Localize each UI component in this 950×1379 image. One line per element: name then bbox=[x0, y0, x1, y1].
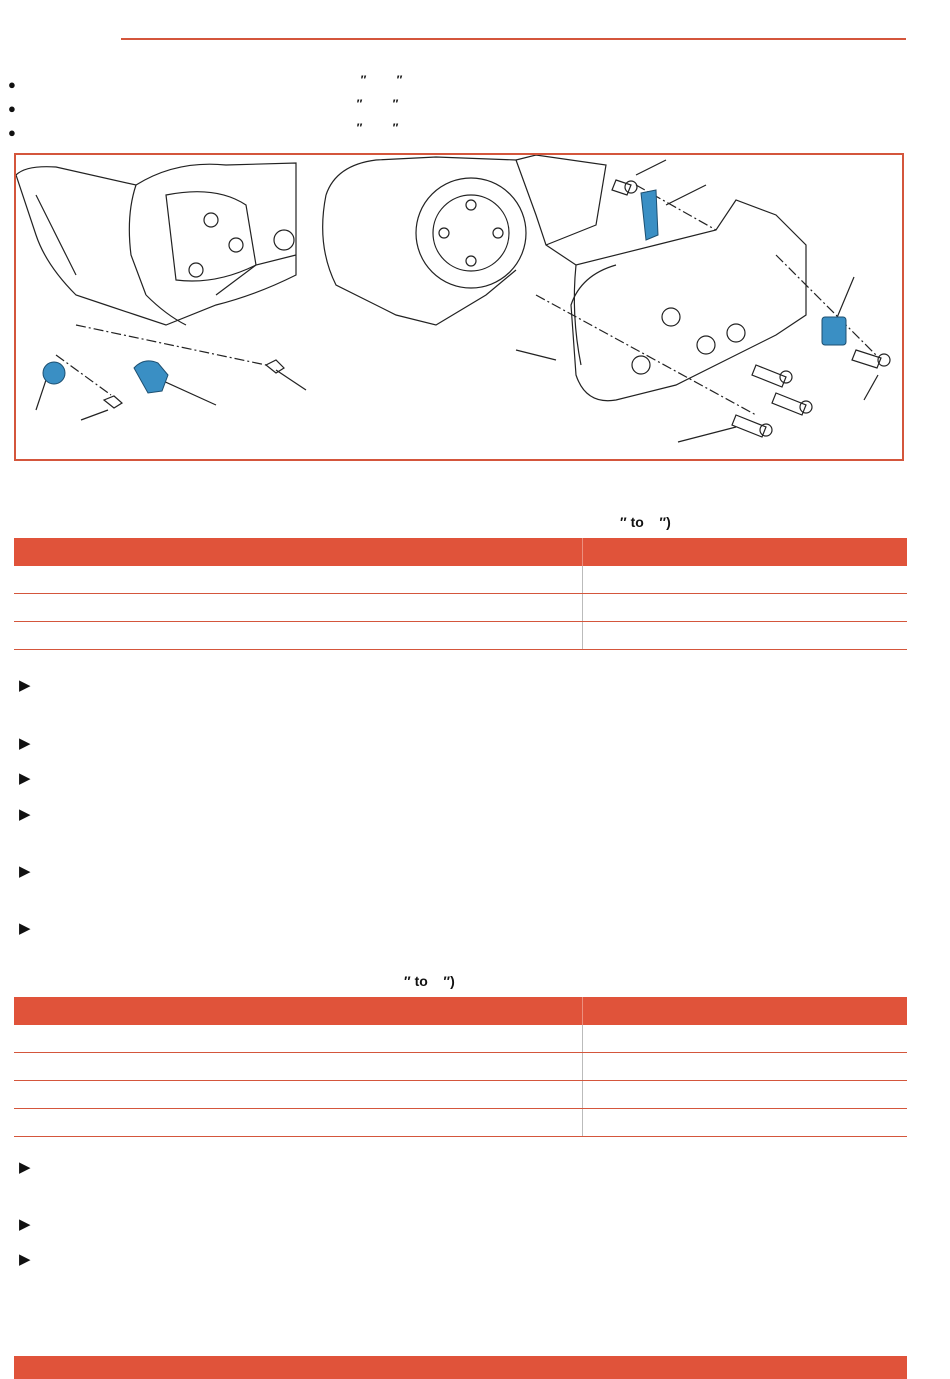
bullet-dot-icon: ● bbox=[8, 125, 16, 140]
table-row bbox=[14, 1053, 907, 1081]
step-arrow-icon: ▶ bbox=[19, 1251, 31, 1268]
inch-mark: ″ bbox=[356, 121, 362, 135]
table-row bbox=[14, 566, 907, 594]
bullet-dot-icon: ● bbox=[8, 77, 16, 92]
table-row bbox=[14, 1025, 907, 1053]
step-arrow-icon: ▶ bbox=[19, 1216, 31, 1233]
table2-caption: ″ to ″) bbox=[404, 973, 455, 989]
inch-mark: ″ bbox=[392, 121, 398, 135]
bullet-dot-icon: ● bbox=[8, 101, 16, 116]
step-arrow-icon: ▶ bbox=[19, 806, 31, 823]
table1 bbox=[14, 538, 907, 650]
step-arrow-icon: ▶ bbox=[19, 863, 31, 880]
table-row bbox=[14, 622, 907, 650]
step-arrow-icon: ▶ bbox=[19, 920, 31, 937]
table2 bbox=[14, 997, 907, 1137]
exploded-assembly-diagram-icon bbox=[16, 155, 902, 459]
step-arrow-icon: ▶ bbox=[19, 677, 31, 694]
table-row bbox=[14, 1081, 907, 1109]
table-row bbox=[14, 594, 907, 622]
step-arrow-icon: ▶ bbox=[19, 735, 31, 752]
table1-caption: ″ to ″) bbox=[620, 514, 671, 530]
table-header bbox=[14, 538, 907, 566]
step-arrow-icon: ▶ bbox=[19, 770, 31, 787]
inch-mark: ″ bbox=[392, 97, 398, 111]
table-header bbox=[14, 997, 907, 1025]
step-arrow-icon: ▶ bbox=[19, 1159, 31, 1176]
footer-bar bbox=[14, 1356, 907, 1379]
table-row bbox=[14, 1109, 907, 1137]
header-rule bbox=[121, 38, 906, 40]
inch-mark: ″ bbox=[396, 73, 402, 87]
inch-mark: ″ bbox=[356, 97, 362, 111]
assembly-figure bbox=[14, 153, 904, 461]
inch-mark: ″ bbox=[360, 73, 366, 87]
